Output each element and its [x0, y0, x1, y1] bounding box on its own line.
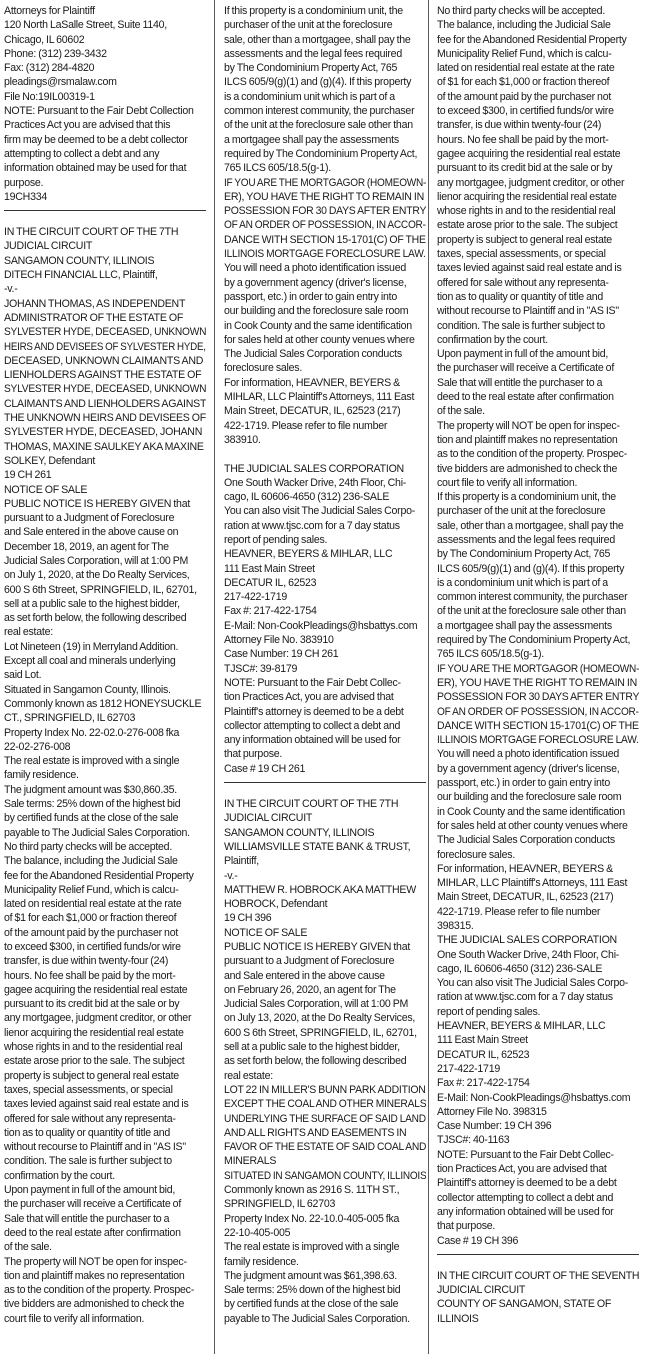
notice-line: a mortgagee shall pay the assessments: [437, 619, 612, 632]
notice-line: on July 13, 2020, at the Do Realty Services,: [224, 1012, 416, 1025]
notice-line: court file to verify all information.: [437, 476, 578, 489]
notice-line: of $1 for each $1,000 or fraction thereof: [437, 76, 610, 89]
notice-line: purchaser of the unit at the foreclosure: [224, 19, 393, 32]
notice-line: Case Number: 19 CH 261: [224, 648, 339, 661]
notice-line: SYLVESTER HYDE, DECEASED, JOHANN: [4, 426, 203, 439]
notice-line: Judicial Sales Corporation, will at 1:00 PM: [224, 998, 409, 1011]
notice-line: as set forth below, the following described: [4, 612, 187, 625]
notice-line: any information obtained will be used for: [437, 1205, 614, 1218]
notice-line: The real estate is improved with a single: [4, 755, 180, 768]
notice-line: family residence.: [4, 769, 79, 782]
notice-line: by The Condominium Property Act, 765: [224, 62, 398, 75]
notice-line: NOTICE OF SALE: [4, 483, 88, 496]
notice-line: tion Practices Act, you are advised that: [437, 1163, 607, 1176]
notice-line: lated on residential real estate at the rate: [4, 898, 182, 911]
notice-line: Practices Act you are advised that this: [4, 119, 171, 132]
notice-line: 19 CH 396: [224, 912, 272, 925]
notice-line: is a condominium unit which is part of a: [437, 576, 608, 589]
notice-line: Chicago, IL 60602: [4, 33, 85, 46]
notice-line: The balance, including the Judicial Sale: [4, 855, 178, 868]
notice-line: SANGAMON COUNTY, ILLINOIS: [224, 826, 375, 839]
notice-line: Sale that will entitle the purchaser to a: [4, 1212, 170, 1225]
notice-line: SYLVESTER HYDE, DECEASED, UNKNOWN: [4, 326, 206, 339]
notice-line: Case # 19 CH 396: [437, 1234, 519, 1247]
notice-line: for sales held at other county venues where: [224, 333, 415, 346]
notice-line: of the unit at the foreclosure sale other than: [437, 605, 626, 618]
notice-line: Case Number: 19 CH 396: [437, 1120, 552, 1133]
notice-line: 398315.: [437, 920, 474, 932]
notice-line: SYLVESTER HYDE, DECEASED, UNKNOWN: [4, 383, 206, 396]
notice-line: cago, IL 60606-4650 (312) 236-SALE: [437, 962, 603, 975]
notice-line: HEIRS AND DEVISEES OF SYLVESTER HYDE,: [4, 340, 206, 353]
notice-line: Attorney File No. 383910: [224, 634, 334, 647]
notice-line: offered for sale without any representa-: [4, 1112, 176, 1125]
notice-line: assessments and the legal fees required: [224, 47, 402, 60]
notice-line: without recourse to Plaintiff and in "AS IS": [437, 305, 619, 318]
notice-line: -v.-: [224, 869, 238, 882]
notice-line: deed to the real estate after confirmation: [437, 391, 614, 404]
notice-line: as to the condition of the property. Prospec-: [437, 448, 627, 461]
notice-line: NOTICE OF SALE: [224, 926, 308, 939]
notice-line: court file to verify all information.: [4, 1312, 145, 1325]
notice-line: 111 East Main Street: [437, 1034, 528, 1047]
notice-line: DECATUR IL, 62523: [224, 576, 317, 589]
notice-line: Fax #: 217-422-1754: [224, 605, 317, 618]
notice-line: to exceed $300, in certified funds/or wire: [4, 941, 181, 953]
notice-line: MATTHEW R. HOBROCK AKA MATTHEW: [224, 883, 416, 896]
notice-line: on February 26, 2020, an agent for The: [224, 983, 396, 996]
notice-line: OF AN ORDER OF POSSESSION, IN ACCOR-: [224, 219, 426, 232]
notice-line: condition. The sale is further subject to: [437, 319, 605, 332]
notice-line: of the unit at the foreclosure sale other than: [224, 119, 413, 132]
notice-line: purpose.: [4, 176, 44, 189]
notice-line: DECEASED, UNKNOWN CLAIMANTS AND: [4, 354, 204, 367]
notice-line: If this property is a condominium unit, the: [437, 491, 616, 504]
notice-line: IF YOU ARE THE MORTGAGOR (HOMEOWN-: [224, 176, 426, 189]
notice-line: Phone: (312) 239-3432: [4, 47, 107, 60]
notice-line: common interest community, the purchaser: [437, 591, 628, 604]
notice-line: THOMAS, MAXINE SAULKEY AKA MAXINE: [4, 440, 204, 453]
notice-line: of the amount paid by the purchaser not: [437, 90, 612, 103]
notice-line: the purchaser will receive a Certificate of: [4, 1198, 182, 1211]
notice-line: family residence.: [224, 1255, 299, 1268]
notice-line: of the sale.: [4, 1241, 52, 1254]
notice-line: You can also visit The Judicial Sales Corpo-: [437, 977, 629, 990]
notice-line: whose rights in and to the residential real: [4, 1041, 183, 1054]
notice-line: Main Street, DECATUR, IL, 62523 (217): [224, 405, 401, 418]
notice-line: by a government agency (driver's license,: [224, 276, 407, 289]
column-1: [4, 4, 206, 1350]
notice-line: for sales held at other county venues where: [437, 819, 628, 832]
notice-line: pursuant to its credit bid at the sale or by: [4, 998, 180, 1011]
notice-line: 765 ILCS 605/18.5(g-1).: [437, 648, 544, 661]
notice-line: by certified funds at the close of the sale: [224, 1298, 399, 1311]
notice-line: Situated in Sangamon County, Illinois.: [4, 683, 171, 696]
notice-line: 765 ILCS 605/18.5(g-1).: [224, 162, 331, 175]
notice-line: tive bidders are admonished to check the: [437, 462, 618, 475]
notice-line: Plaintiff,: [224, 855, 259, 868]
notice-line: Property Index No. 22-02.0-276-008 fka: [4, 726, 180, 739]
notice-line: DANCE WITH SECTION 15-1701(C) OF THE: [437, 719, 639, 732]
notice-line: pursuant to a Judgment of Foreclosure: [224, 955, 395, 968]
notice-line: that purpose.: [437, 1220, 496, 1233]
notice-line: property is subject to general real estate: [4, 1069, 179, 1082]
notice-line: UNDERLYING THE SURFACE OF SAID LAND: [224, 1112, 426, 1125]
notice-line: payable to The Judicial Sales Corporation.: [224, 1312, 410, 1325]
notice-line: POSSESSION FOR 30 DAYS AFTER ENTRY: [224, 205, 426, 218]
notice-line: tion as to quality or quantity of title and: [4, 1126, 171, 1139]
notice-line: cago, IL 60606-4650 (312) 236-SALE: [224, 491, 390, 504]
notice-line: TJSC#: 39-8179: [224, 662, 298, 675]
notice-line: The Judicial Sales Corporation conducts: [437, 834, 615, 847]
notice-line: AND ALL RIGHTS AND EASEMENTS IN: [224, 1126, 407, 1139]
notice-line: The property will NOT be open for inspec-: [4, 1255, 187, 1268]
notice-line: condition. The sale is further subject to: [4, 1155, 172, 1168]
notice-line: report of pending sales.: [224, 533, 328, 546]
notice-line: ER), YOU HAVE THE RIGHT TO REMAIN IN: [437, 676, 637, 689]
notice-line: Attorney File No. 398315: [437, 1105, 547, 1118]
notice-line: the purchaser will receive a Certificate of: [437, 362, 615, 375]
notice-line: Commonly known as 2916 S. 11TH ST.,: [224, 1184, 400, 1197]
notice-line: Property Index No. 22-10.0-405-005 fka: [224, 1212, 400, 1225]
notice-line: JOHANN THOMAS, AS INDEPENDENT: [4, 297, 186, 310]
notice-line: You will need a photo identification issued: [224, 262, 406, 275]
notice-line: Upon payment in full of the amount bid,: [437, 348, 609, 361]
notice-line: our building and the foreclosure sale room: [437, 791, 622, 804]
notice-line: and Sale entered in the above cause: [224, 969, 385, 982]
notice-line: Plaintiff's attorney is deemed to be a debt: [224, 705, 404, 718]
notice-line: Sale that will entitle the purchaser to a: [437, 376, 603, 389]
notice-line: transfer, is due within twenty-four (24): [4, 955, 169, 968]
notice-line: any information obtained will be used for: [224, 734, 401, 747]
notice-line: You will need a photo identification issued: [437, 748, 619, 761]
notice-line: by certified funds at the close of the sale: [4, 812, 179, 825]
notice-line: sale, other than a mortgagee, shall pay the: [224, 33, 411, 46]
notice-line: THE JUDICIAL SALES CORPORATION: [437, 934, 617, 947]
notice-line: Sale terms: 25% down of the highest bid: [224, 1284, 401, 1297]
notice-line: -v.-: [4, 283, 18, 296]
notice-line: a mortgagee shall pay the assessments: [224, 133, 399, 146]
notice-line: HOBROCK, Defendant: [224, 898, 328, 911]
notice-line: Except all coal and minerals underlying: [4, 655, 176, 668]
notice-line: For information, HEAVNER, BEYERS &: [224, 376, 400, 389]
notice-line: is a condominium unit which is part of a: [224, 90, 395, 103]
notice-line: ER), YOU HAVE THE RIGHT TO REMAIN IN: [224, 190, 424, 203]
notice-line: property is subject to general real estate: [437, 233, 612, 246]
notice-line: HEAVNER, BEYERS & MIHLAR, LLC: [224, 548, 393, 561]
notice-line: For information, HEAVNER, BEYERS &: [437, 862, 613, 875]
notice-line: Commonly known as 1812 HONEYSUCKLE: [4, 697, 202, 710]
notice-line: 422-1719. Please refer to file number: [437, 905, 601, 918]
notice-line: lated on residential real estate at the rate: [437, 62, 615, 75]
notice-line: ration at www.tjsc.com for a 7 day status: [224, 519, 400, 532]
notice-separator: [437, 1254, 639, 1255]
legal-notice: [4, 4, 206, 204]
notice-line: Attorneys for Plaintiff: [4, 5, 95, 17]
notice-line: to exceed $300, in certified funds/or wire: [437, 105, 614, 118]
notice-line: offered for sale without any representa-: [437, 276, 609, 289]
notice-line: 383910.: [224, 433, 261, 446]
notice-line: PUBLIC NOTICE IS HEREBY GIVEN that: [224, 941, 411, 953]
notice-line: December 18, 2019, an agent for The: [4, 540, 169, 553]
notice-line: purchaser of the unit at the foreclosure: [437, 505, 606, 518]
column-3: [437, 4, 639, 1350]
notice-line: SOLKEY, Defendant: [4, 454, 96, 467]
notice-line: Main Street, DECATUR, IL, 62523 (217): [437, 891, 614, 904]
legal-notice: [4, 225, 206, 1326]
notice-line: ILLINOIS MORTGAGE FORECLOSURE LAW.: [437, 734, 639, 747]
notice-line: lienor acquiring the residential real estate: [4, 1026, 184, 1039]
notice-line: THE JUDICIAL SALES CORPORATION: [224, 462, 404, 475]
notice-line: 217-422-1719: [224, 591, 287, 604]
notice-line: firm may be deemed to be a debt collector: [4, 133, 188, 146]
notice-line: real estate:: [224, 1069, 273, 1082]
notice-line: by The Condominium Property Act, 765: [437, 548, 611, 561]
notice-line: foreclosure sales.: [437, 848, 516, 861]
notice-line: hours. No fee shall be paid by the mort-: [4, 969, 176, 982]
notice-line: HEAVNER, BEYERS & MIHLAR, LLC: [437, 1020, 606, 1033]
notice-line: required by The Condominium Property Act,: [437, 634, 631, 647]
notice-line: tion Practices Act, you are advised that: [224, 691, 394, 704]
notice-line: One South Wacker Drive, 24th Floor, Chi-: [437, 948, 620, 961]
notice-line: attempting to collect a debt and any: [4, 147, 160, 160]
notice-line: information obtained may be used for that: [4, 162, 187, 175]
notice-line: The judgment amount was $30,860.35.: [4, 783, 177, 796]
notice-line: The Judicial Sales Corporation conducts: [224, 348, 402, 361]
notice-line: LOT 22 IN MILLER'S BUNN PARK ADDITION: [224, 1083, 426, 1096]
notice-line: deed to the real estate after confirmation: [4, 1226, 181, 1239]
notice-line: common interest community, the purchaser: [224, 105, 415, 118]
notice-line: E-Mail: Non-CookPleadings@hsbattys.com: [437, 1091, 631, 1104]
notice-line: ILCS 605/9(g)(1) and (g)(4). If this property: [224, 76, 412, 89]
notice-line: SPRINGFIELD, IL 62703: [224, 1198, 336, 1211]
notice-line: NOTE: Pursuant to the Fair Debt Collec-: [437, 1148, 614, 1161]
notice-line: Upon payment in full of the amount bid,: [4, 1184, 176, 1197]
notice-line: The balance, including the Judicial Sale: [437, 19, 611, 32]
notice-line: POSSESSION FOR 30 DAYS AFTER ENTRY: [437, 691, 639, 704]
notice-line: E-Mail: Non-CookPleadings@hsbattys.com: [224, 619, 418, 632]
notice-line: 422-1719. Please refer to file number: [224, 419, 388, 432]
notice-line: in Cook County and the same identification: [437, 805, 625, 818]
notice-line: by a government agency (driver's license,: [437, 762, 620, 775]
notice-line: WILLIAMSVILLE STATE BANK & TRUST,: [224, 840, 411, 853]
notice-line: on July 1, 2020, at the Do Realty Services,: [4, 569, 190, 582]
notice-separator: [224, 782, 426, 783]
notice-line: 19CH334: [4, 190, 48, 203]
notice-line: foreclosure sales.: [224, 362, 303, 375]
notice-line: SITUATED IN SANGAMON COUNTY, ILLINOIS: [224, 1169, 426, 1182]
notice-line: NOTE: Pursuant to the Fair Debt Collection: [4, 105, 194, 118]
notice-line: assessments and the legal fees required: [437, 533, 615, 546]
notice-line: NOTE: Pursuant to the Fair Debt Collec-: [224, 676, 401, 689]
notice-line: whose rights in and to the residential real: [437, 205, 616, 218]
notice-line: If this property is a condominium unit, the: [224, 5, 403, 17]
notice-line: ration at www.tjsc.com for a 7 day status: [437, 991, 613, 1004]
notice-line: transfer, is due within twenty-four (24): [437, 119, 602, 132]
notice-line: real estate:: [4, 626, 53, 639]
notice-line: tive bidders are admonished to check the: [4, 1298, 185, 1311]
notice-line: of the amount paid by the purchaser not: [4, 926, 179, 939]
notice-line: and Sale entered in the above cause on: [4, 526, 179, 539]
notice-line: ILCS 605/9(g)(1) and (g)(4). If this property: [437, 562, 625, 575]
notice-line: taxes, special assessments, or special: [437, 248, 606, 261]
notice-line: No third party checks will be accepted.: [437, 5, 606, 17]
notice-line: estate arose prior to the sale. The subject: [437, 219, 618, 232]
notice-line: collector attempting to collect a debt and: [437, 1191, 614, 1204]
notice-line: TJSC#: 40-1163: [437, 1134, 510, 1147]
notice-line: MIHLAR, LLC Plaintiff's Attorneys, 111 East: [437, 877, 628, 890]
notice-line: any mortgagee, judgment creditor, or other: [4, 1012, 192, 1025]
notice-line: 600 S 6th Street, SPRINGFIELD, IL, 62701,: [4, 583, 197, 596]
notice-line: Fax: (312) 284-4820: [4, 62, 95, 75]
notice-line: The judgment amount was $61,398.63.: [224, 1269, 397, 1282]
notice-line: MINERALS: [224, 1155, 277, 1168]
notice-line: Case # 19 CH 261: [224, 762, 306, 775]
notice-line: One South Wacker Drive, 24th Floor, Chi-: [224, 476, 407, 489]
notice-line: 22-10-405-005: [224, 1226, 291, 1239]
notice-line: 111 East Main Street: [224, 562, 315, 575]
notice-line: sell at a public sale to the highest bidder,: [4, 597, 180, 610]
notice-line: in Cook County and the same identification: [224, 319, 412, 332]
notice-line: taxes levied against said real estate and is: [4, 1098, 189, 1111]
notice-line: as set forth below, the following described: [224, 1055, 407, 1068]
notice-line: gagee acquiring the residential real estate: [437, 147, 621, 160]
notice-line: CLAIMANTS AND LIENHOLDERS AGAINST: [4, 397, 206, 410]
notice-line: IN THE CIRCUIT COURT OF THE SEVENTH: [437, 1269, 639, 1282]
notice-line: 120 North LaSalle Street, Suite 1140,: [4, 19, 167, 32]
notice-line: Sale terms: 25% down of the highest bid: [4, 798, 181, 811]
notice-line: as to the condition of the property. Prospec-: [4, 1284, 194, 1297]
notice-line: of $1 for each $1,000 or fraction thereof: [4, 912, 177, 925]
notice-line: pursuant to its credit bid at the sale or by: [437, 162, 613, 175]
notice-line: required by The Condominium Property Act,: [224, 147, 418, 160]
notice-line: You can also visit The Judicial Sales Corpo-: [224, 505, 416, 518]
notice-line: of the sale.: [437, 405, 485, 418]
notice-line: JUDICIAL CIRCUIT: [224, 812, 313, 825]
column-2: [224, 4, 426, 1350]
notice-line: gagee acquiring the residential real estate: [4, 983, 188, 996]
notice-line: tion and plaintiff makes no representation: [437, 433, 618, 446]
notice-line: DANCE WITH SECTION 15-1701(C) OF THE: [224, 233, 426, 246]
notice-line: report of pending sales.: [437, 1005, 541, 1018]
notice-line: OF AN ORDER OF POSSESSION, IN ACCOR-: [437, 705, 639, 718]
notice-line: Municipality Relief Fund, which is calcu-: [4, 883, 179, 896]
notice-line: taxes levied against said real estate and is: [437, 262, 622, 275]
notice-line: any mortgagee, judgment creditor, or other: [437, 176, 625, 189]
notice-line: passport, etc.) in order to gain entry into: [224, 290, 398, 303]
notice-line: No third party checks will be accepted.: [4, 840, 173, 853]
notice-line: DECATUR IL, 62523: [437, 1048, 530, 1061]
notice-line: [224, 447, 426, 461]
notice-line: that purpose.: [224, 748, 283, 761]
legal-notice: [224, 797, 426, 1326]
notice-line: JUDICIAL CIRCUIT: [4, 240, 93, 253]
notice-line: Fax #: 217-422-1754: [437, 1077, 530, 1090]
notice-line: fee for the Abandoned Residential Property: [437, 33, 627, 46]
notice-line: File No:19IL00319-1: [4, 90, 95, 103]
notice-line: taxes, special assessments, or special: [4, 1083, 173, 1096]
notice-line: FAVOR OF THE ESTATE OF SAID COAL AND: [224, 1141, 426, 1154]
notice-line: COUNTY OF SANGAMON, STATE OF: [437, 1298, 612, 1311]
notice-line: our building and the foreclosure sale room: [224, 305, 409, 318]
notice-line: The real estate is improved with a single: [224, 1241, 400, 1254]
notice-line: said Lot.: [4, 669, 42, 682]
notice-line: 19 CH 261: [4, 469, 52, 482]
notice-line: IF YOU ARE THE MORTGAGOR (HOMEOWN-: [437, 662, 639, 675]
column-divider: [214, 0, 215, 1354]
notice-line: JUDICIAL CIRCUIT: [437, 1284, 526, 1297]
notice-line: sell at a public sale to the highest bidder,: [224, 1041, 400, 1054]
notice-line: ILLINOIS MORTGAGE FORECLOSURE LAW.: [224, 248, 426, 261]
notice-line: confirmation by the court.: [4, 1169, 115, 1182]
notice-line: 217-422-1719: [437, 1062, 500, 1075]
notice-line: Judicial Sales Corporation, will at 1:00 PM: [4, 554, 189, 567]
notice-line: Municipality Relief Fund, which is calcu-: [437, 47, 612, 60]
notice-line: tion and plaintiff makes no representation: [4, 1269, 185, 1282]
notice-line: Lot Nineteen (19) in Merryland Addition.: [4, 640, 179, 653]
notice-line: pleadings@rsmalaw.com: [4, 76, 117, 89]
notice-line: IN THE CIRCUIT COURT OF THE 7TH: [224, 798, 399, 811]
notice-line: IN THE CIRCUIT COURT OF THE 7TH: [4, 226, 179, 239]
legal-notice: [224, 4, 426, 776]
notice-line: passport, etc.) in order to gain entry into: [437, 777, 611, 790]
notice-line: DITECH FINANCIAL LLC, Plaintiff,: [4, 269, 158, 282]
notice-line: CT., SPRINGFIELD, IL 62703: [4, 712, 136, 725]
notice-line: collector attempting to collect a debt and: [224, 719, 401, 732]
notice-line: EXCEPT THE COAL AND OTHER MINERALS: [224, 1098, 426, 1111]
notice-line: ILLINOIS: [437, 1312, 479, 1325]
notice-line: without recourse to Plaintiff and in "AS IS": [4, 1141, 186, 1154]
notice-line: 22-02-276-008: [4, 740, 71, 753]
notice-line: LIENHOLDERS AGAINST THE ESTATE OF: [4, 369, 202, 382]
notice-line: hours. No fee shall be paid by the mort-: [437, 133, 609, 146]
notice-line: PUBLIC NOTICE IS HEREBY GIVEN that: [4, 497, 191, 510]
notice-line: sale, other than a mortgagee, shall pay the: [437, 519, 624, 532]
notice-line: fee for the Abandoned Residential Property: [4, 869, 194, 882]
notice-line: payable to The Judicial Sales Corporation.: [4, 826, 190, 839]
notice-line: confirmation by the court.: [437, 333, 548, 346]
notice-line: Plaintiff's attorney is deemed to be a debt: [437, 1177, 617, 1190]
legal-notice: [437, 1269, 639, 1326]
notice-line: SANGAMON COUNTY, ILLINOIS: [4, 254, 155, 267]
legal-notice: [437, 4, 639, 1248]
notice-line: THE UNKNOWN HEIRS AND DEVISEES OF: [4, 412, 206, 425]
notice-line: ADMINISTRATOR OF THE ESTATE OF: [4, 311, 184, 324]
notice-line: lienor acquiring the residential real estate: [437, 190, 617, 203]
notice-line: tion as to quality or quantity of title and: [437, 290, 604, 303]
notice-line: estate arose prior to the sale. The subject: [4, 1055, 185, 1068]
notice-line: pursuant to a Judgment of Foreclosure: [4, 512, 175, 525]
notice-separator: [4, 210, 206, 211]
notice-line: MIHLAR, LLC Plaintiff's Attorneys, 111 East: [224, 391, 415, 404]
notice-line: 600 S 6th Street, SPRINGFIELD, IL, 62701,: [224, 1026, 417, 1039]
column-divider: [428, 0, 429, 1354]
notice-line: The property will NOT be open for inspec-: [437, 419, 620, 432]
